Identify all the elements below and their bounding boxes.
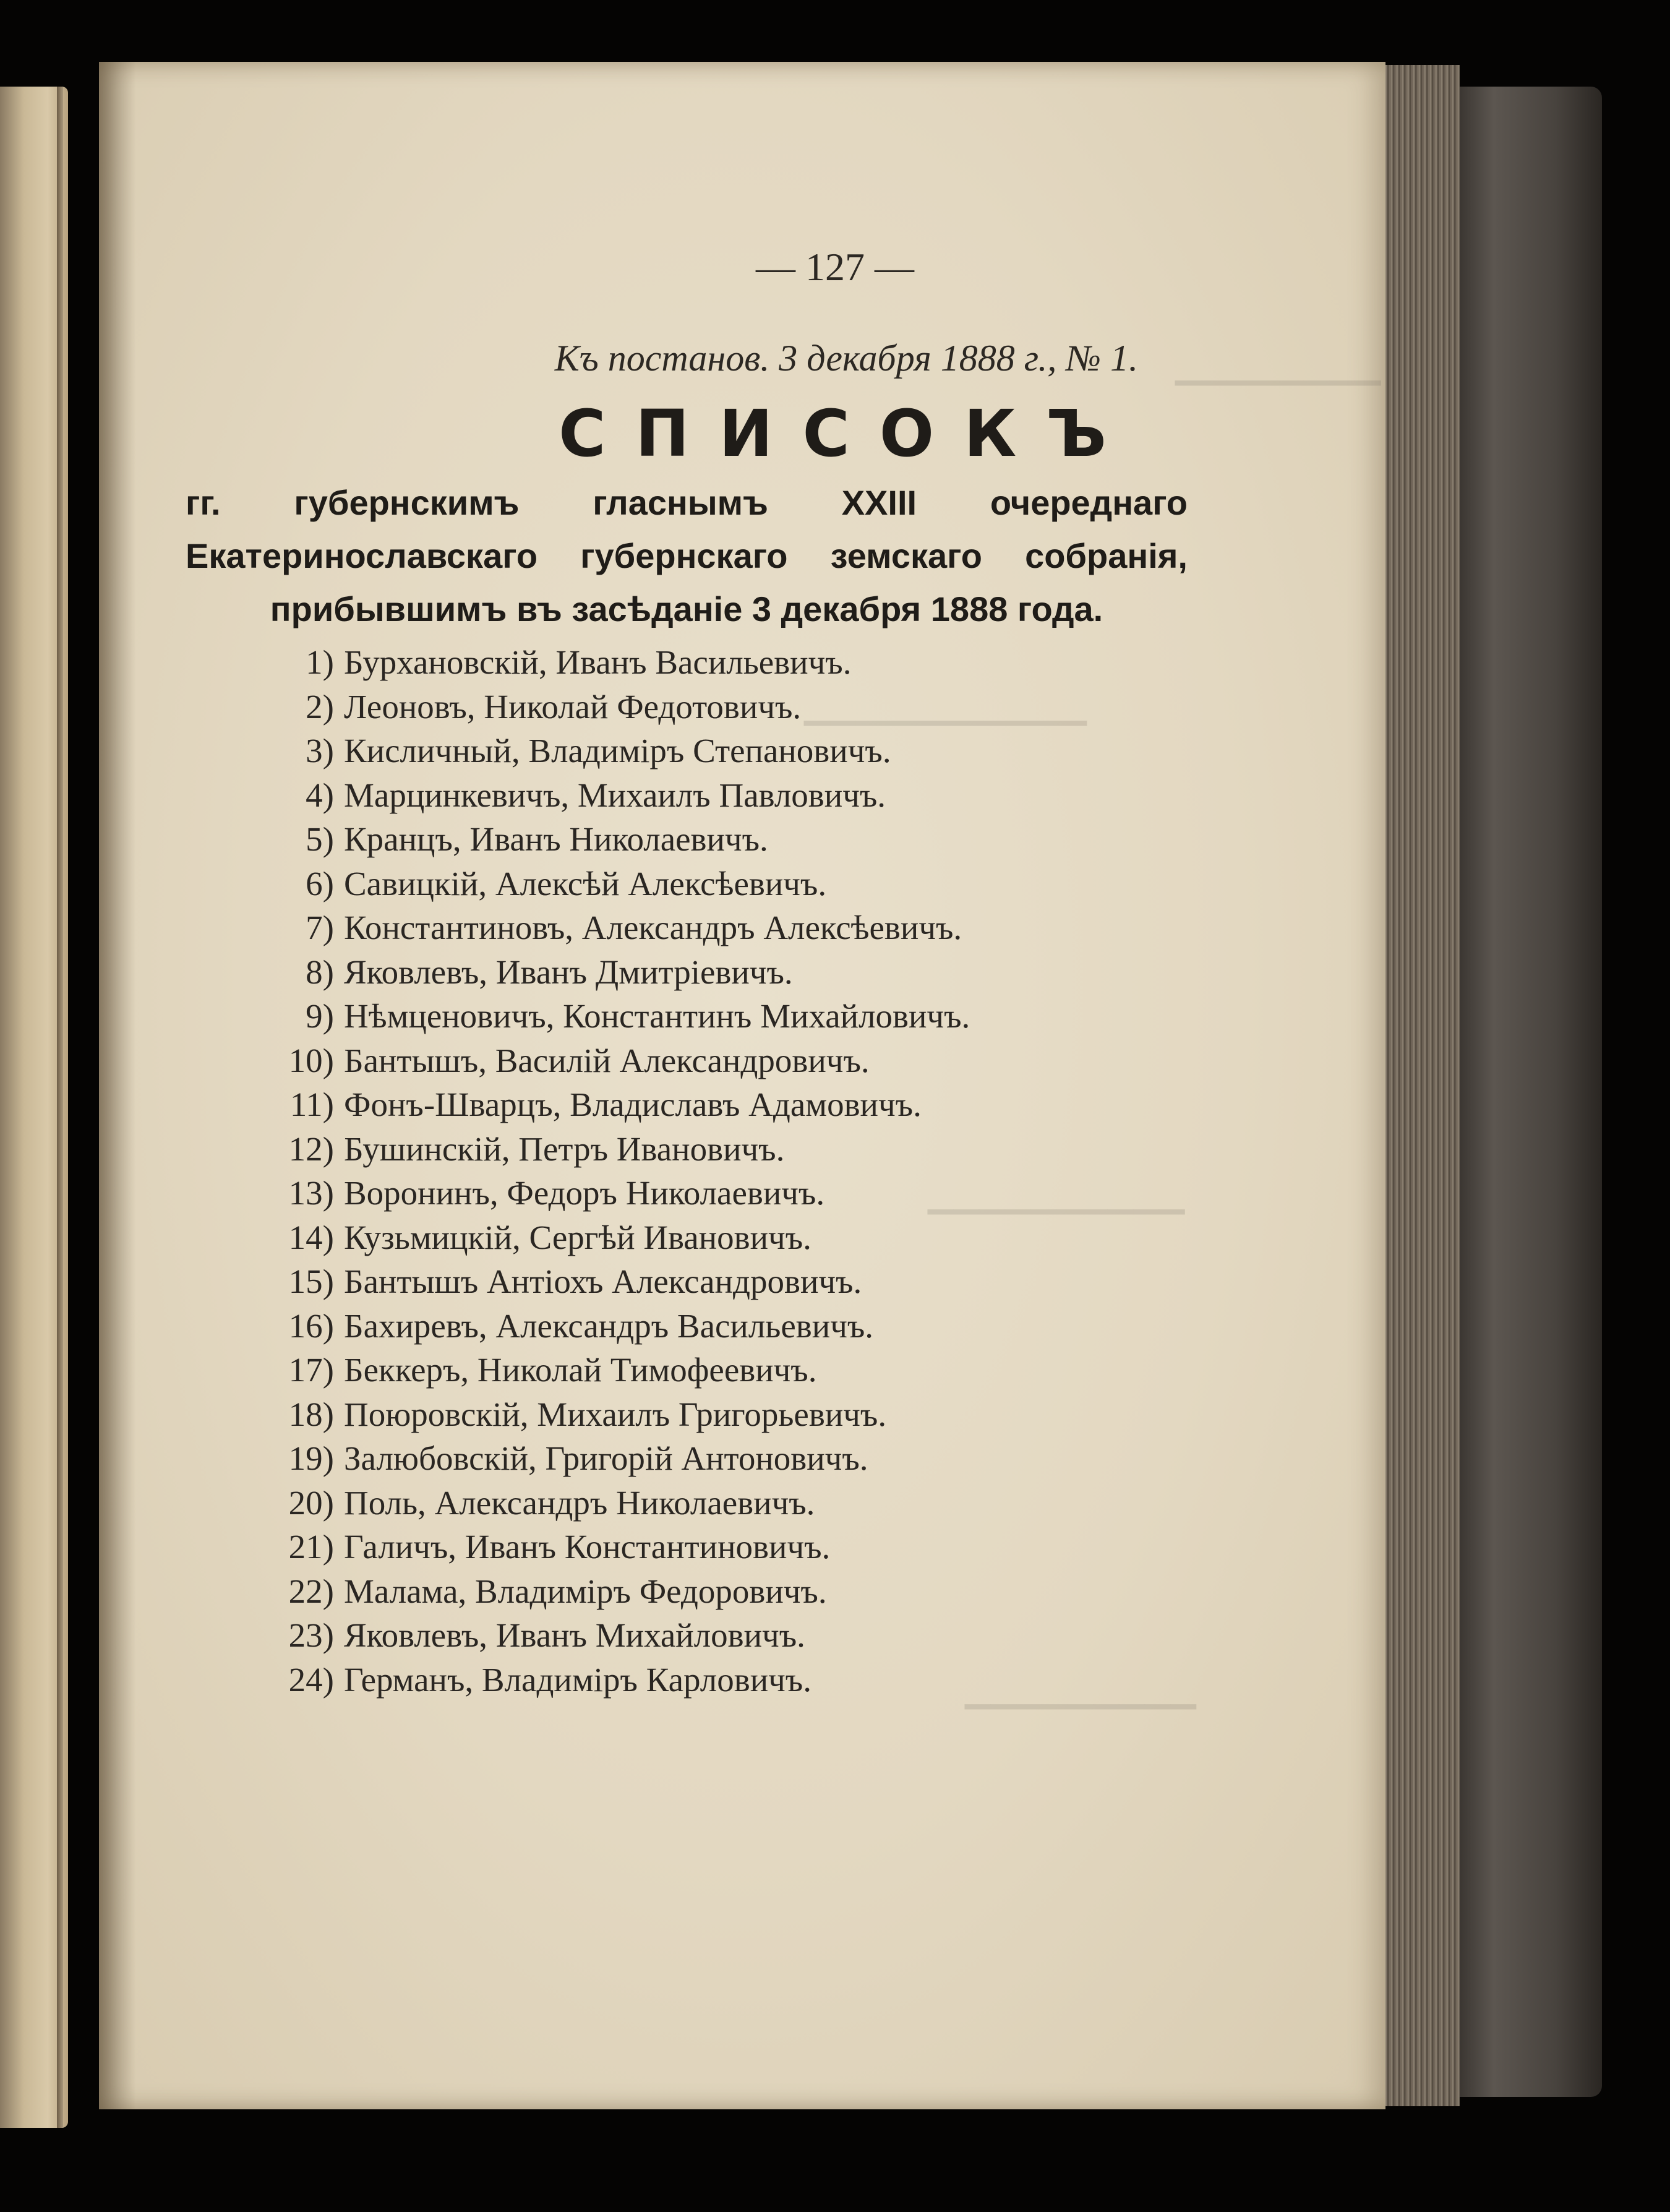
list-item bbox=[235, 1481, 1163, 1525]
list-item bbox=[235, 862, 1163, 906]
list-item-number: 19) bbox=[288, 1439, 334, 1477]
list-item bbox=[235, 994, 1163, 1039]
list-item-name: Фонъ-Шварцъ, Владиславъ Адамовичъ. bbox=[344, 1086, 922, 1123]
list-item-number: 21) bbox=[288, 1528, 334, 1566]
list-item bbox=[235, 1569, 1163, 1614]
list-item-number: 17) bbox=[288, 1351, 334, 1389]
list-item-number: 5) bbox=[306, 820, 334, 858]
book-cover bbox=[1447, 87, 1602, 2097]
list-item-number: 8) bbox=[306, 953, 334, 991]
list-item-name: Галичъ, Иванъ Константиновичъ. bbox=[344, 1528, 831, 1566]
list-item-number: 12) bbox=[288, 1130, 334, 1168]
list-item-name: Кисличный, Владиміръ Степановичъ. bbox=[344, 732, 891, 769]
list-item bbox=[235, 1259, 1163, 1304]
list-item-number: 15) bbox=[288, 1262, 334, 1300]
list-item bbox=[235, 1436, 1163, 1481]
list-item-number: 22) bbox=[288, 1572, 334, 1610]
list-item-name: Беккеръ, Николай Тимофеевичъ. bbox=[344, 1351, 817, 1389]
list-item-name: Малама, Владиміръ Федоровичъ. bbox=[344, 1572, 827, 1610]
list-item-number: 9) bbox=[306, 997, 334, 1035]
list-item-name: Кранцъ, Иванъ Николаевичъ. bbox=[344, 820, 768, 858]
list-item bbox=[235, 640, 1163, 685]
resolution-reference: Къ постанов. 3 декабря 1888 г., № 1. bbox=[554, 338, 1138, 379]
list-item-number: 13) bbox=[288, 1174, 334, 1212]
list-item-number: 18) bbox=[288, 1395, 334, 1433]
list-item-name: Бушинскій, Петръ Ивановичъ. bbox=[344, 1130, 785, 1168]
list-item-number: 23) bbox=[288, 1616, 334, 1654]
list-item-number: 11) bbox=[289, 1086, 334, 1123]
list-item bbox=[235, 773, 1163, 818]
list-item-name: Нѣмценовичъ, Константинъ Михайловичъ. bbox=[344, 997, 970, 1035]
list-item-name: Германъ, Владиміръ Карловичъ. bbox=[344, 1660, 811, 1699]
list-item-name: Бантышъ, Василій Александровичъ. bbox=[344, 1041, 870, 1079]
document-title: СПИСОКЪ bbox=[559, 396, 1136, 471]
list-item bbox=[235, 1082, 1163, 1127]
list-item-name: Савицкій, Алексѣй Алексѣевичъ. bbox=[344, 864, 827, 902]
list-item-number: 2) bbox=[306, 687, 334, 726]
list-item bbox=[235, 1171, 1163, 1215]
list-item-name: Кузьмицкій, Сергѣй Ивановичъ. bbox=[344, 1218, 811, 1256]
list-item-number: 14) bbox=[288, 1218, 334, 1256]
list-item-number: 4) bbox=[306, 776, 334, 814]
list-item bbox=[235, 950, 1163, 995]
list-item bbox=[235, 906, 1163, 950]
list-item-number: 16) bbox=[288, 1306, 334, 1345]
list-item bbox=[235, 685, 1163, 729]
list-item-name: Воронинъ, Федоръ Николаевичъ. bbox=[344, 1174, 825, 1212]
list-item-number: 20) bbox=[288, 1483, 334, 1522]
list-item-name: Яковлевъ, Иванъ Дмитріевичъ. bbox=[344, 953, 793, 991]
list-item-name: Бантышъ Антіохъ Александровичъ. bbox=[344, 1262, 862, 1300]
attendee-list bbox=[235, 640, 1163, 1702]
list-item-name: Марцинкевичъ, Михаилъ Павловичъ. bbox=[344, 776, 886, 814]
list-item-name: Константиновъ, Александръ Алексѣевичъ. bbox=[344, 909, 962, 946]
list-item bbox=[235, 1127, 1163, 1172]
list-item bbox=[235, 1304, 1163, 1348]
list-item bbox=[235, 1348, 1163, 1392]
left-page-shadow bbox=[57, 87, 63, 2128]
document-subtitle: гг. губернскимъ гласнымъ XXIII очереднаго Екатеринославскаго губернскаго земскаго собранія, прибывшимъ въ засѣданіе 3 декабря 1888 года. bbox=[186, 483, 1188, 628]
page-number: — 127 — bbox=[756, 245, 914, 289]
list-item-name: Яковлевъ, Иванъ Михайловичъ. bbox=[344, 1616, 805, 1654]
list-item-name: Поль, Александръ Николаевичъ. bbox=[344, 1483, 815, 1522]
list-item bbox=[235, 817, 1163, 862]
list-item-number: 6) bbox=[306, 864, 334, 902]
list-item-number: 24) bbox=[288, 1660, 334, 1699]
page-stack-edge bbox=[1373, 65, 1460, 2106]
list-item bbox=[235, 1039, 1163, 1083]
list-item bbox=[235, 1215, 1163, 1260]
list-item-name: Леоновъ, Николай Федотовичъ. bbox=[344, 687, 802, 726]
list-item-name: Бахиревъ, Александръ Васильевичъ. bbox=[344, 1306, 874, 1345]
list-item bbox=[235, 1613, 1163, 1658]
list-item-number: 1) bbox=[306, 643, 334, 681]
list-item-name: Залюбовскій, Григорій Антоновичъ. bbox=[344, 1439, 868, 1477]
list-item bbox=[235, 1658, 1163, 1702]
list-item-number: 10) bbox=[288, 1041, 334, 1079]
list-item-name: Поюровскій, Михаилъ Григорьевичъ. bbox=[344, 1395, 887, 1433]
list-item-number: 3) bbox=[306, 732, 334, 769]
list-item bbox=[235, 729, 1163, 773]
list-item bbox=[235, 1392, 1163, 1437]
list-item bbox=[235, 1525, 1163, 1569]
list-item-name: Бурхановскій, Иванъ Васильевичъ. bbox=[344, 643, 852, 681]
list-item-number: 7) bbox=[306, 909, 334, 946]
